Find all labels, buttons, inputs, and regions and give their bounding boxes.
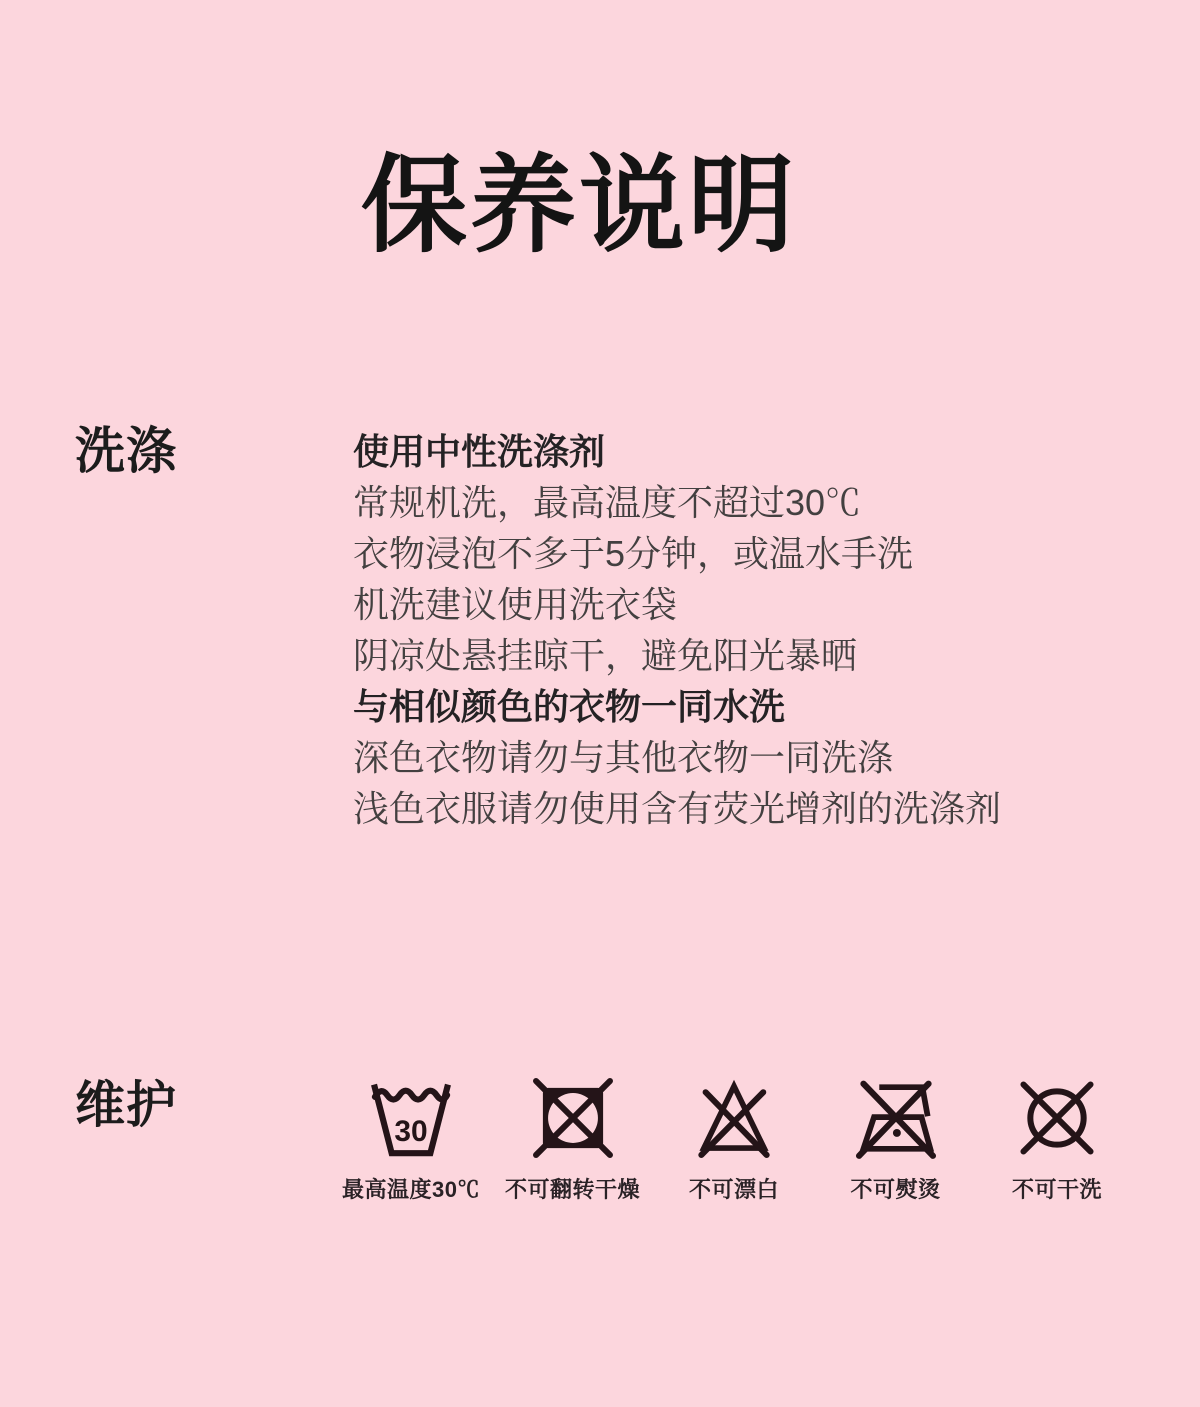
washing-paragraph-dry	[353, 630, 1173, 681]
washing-line-similar-colors: 与相似颜色的衣物一同水洗	[353, 686, 786, 727]
washing-line-dark-clothes: 深色衣物请勿与其他衣物一同洗涤	[353, 737, 894, 778]
washing-paragraph-colors	[353, 681, 1173, 834]
washing-instructions	[353, 426, 1173, 834]
care-label-wash-30: 最高温度30℃	[342, 1177, 480, 1202]
care-label-no-bleach: 不可漂白	[688, 1177, 779, 1202]
care-label-no-dry-clean: 不可干洗	[1011, 1177, 1102, 1202]
care-item-wash-30	[335, 1072, 487, 1204]
page-title: 保养说明	[361, 147, 797, 265]
care-symbols-row	[335, 1072, 1133, 1204]
washing-line-light-clothes: 浅色衣服请勿使用含有荧光增剂的洗涤剂	[353, 788, 1002, 829]
washing-line-soak: 衣物浸泡不多于5分钟，或温水手洗	[353, 533, 914, 574]
care-item-no-tumble-dry	[497, 1072, 649, 1204]
washing-line-detergent: 使用中性洗涤剂	[353, 431, 606, 472]
do-not-iron-icon	[851, 1072, 941, 1164]
washing-line-bag: 机洗建议使用洗衣袋	[353, 584, 678, 625]
svg-text:30: 30	[394, 1114, 428, 1148]
washing-paragraph-machine	[353, 426, 1173, 630]
care-item-no-bleach	[658, 1072, 810, 1204]
washing-section-label: 洗涤	[75, 423, 177, 479]
care-item-no-iron	[820, 1072, 972, 1204]
care-label-no-iron: 不可熨烫	[850, 1177, 941, 1202]
wash-max-30-icon	[363, 1072, 459, 1164]
do-not-bleach-icon	[691, 1072, 777, 1164]
care-item-no-dry-clean	[981, 1072, 1133, 1204]
washing-line-shade-dry: 阴凉处悬挂晾干，避免阳光暴晒	[353, 635, 858, 676]
washing-line-temp: 常规机洗，最高温度不超过30℃	[353, 482, 862, 523]
care-label-no-tumble-dry: 不可翻转干燥	[504, 1177, 640, 1202]
do-not-dry-clean-icon	[1014, 1072, 1100, 1164]
maintenance-section-label: 维护	[75, 1077, 177, 1133]
do-not-tumble-dry-icon	[530, 1072, 616, 1164]
